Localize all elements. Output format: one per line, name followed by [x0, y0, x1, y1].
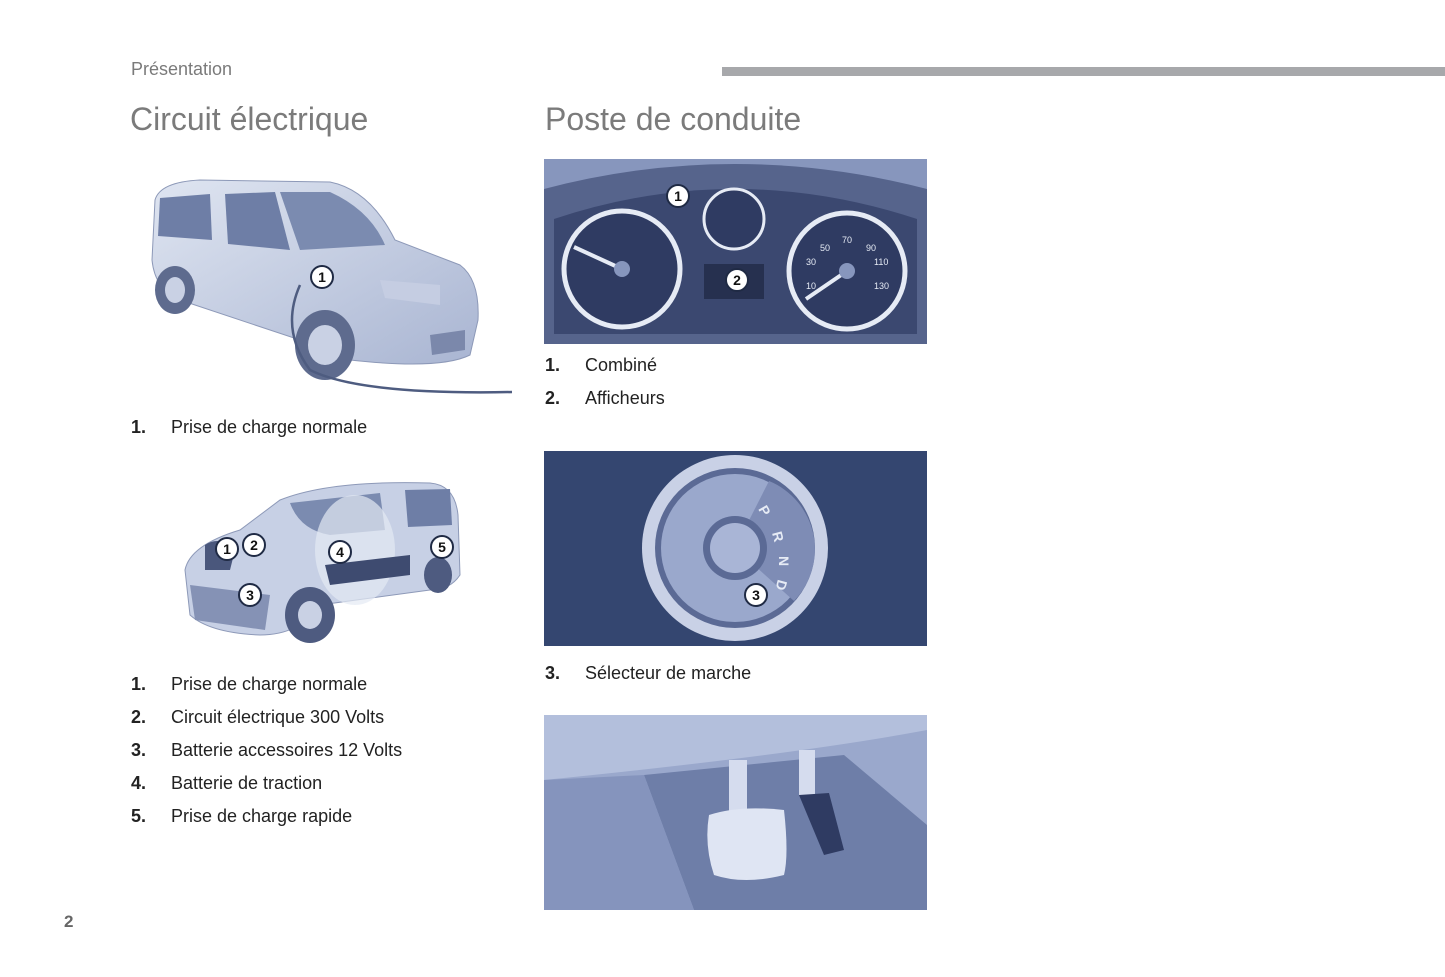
- item-label: Prise de charge normale: [171, 674, 368, 694]
- list-item: [131, 772, 402, 805]
- gear-selector-figure: [544, 451, 927, 646]
- callout-badge: 1: [215, 537, 239, 561]
- item-label: Afficheurs: [585, 388, 665, 408]
- item-number: 2.: [545, 388, 561, 408]
- list-item: [131, 805, 402, 838]
- svg-text:30: 30: [806, 257, 817, 267]
- gear-p: P: [755, 502, 774, 519]
- header-bar: [722, 67, 1445, 76]
- legend-list-circuit: [131, 673, 402, 838]
- list-item: [545, 662, 751, 695]
- legend-list-selector: [545, 662, 751, 695]
- legend-list-charging: [131, 416, 367, 449]
- item-label: Batterie accessoires 12 Volts: [171, 740, 403, 760]
- item-label: Prise de charge normale: [171, 417, 368, 437]
- svg-text:50: 50: [820, 243, 831, 253]
- callout-badge: 1: [666, 184, 690, 208]
- item-number: 5.: [131, 806, 147, 826]
- item-number: 2.: [131, 707, 147, 727]
- svg-text:90: 90: [866, 243, 877, 253]
- item-number: 1.: [131, 417, 147, 437]
- title-circuit-electrique: Circuit électrique: [130, 101, 369, 137]
- legend-list-cluster: [545, 354, 665, 420]
- pedals-figure: [544, 715, 927, 910]
- svg-text:D: D: [772, 578, 791, 593]
- list-item: [545, 387, 665, 420]
- title-poste-de-conduite: Poste de conduite: [545, 101, 802, 137]
- list-item: [131, 706, 402, 739]
- page-number: 2: [64, 912, 74, 931]
- item-number: 1.: [545, 355, 561, 375]
- item-label: Batterie de traction: [171, 773, 323, 793]
- item-label: Sélecteur de marche: [585, 663, 752, 683]
- van-cutaway-figure: [180, 475, 465, 645]
- callout-badge: 4: [328, 540, 352, 564]
- van-charging-figure: [140, 170, 515, 405]
- callout-badge: 1: [310, 265, 334, 289]
- list-item: [131, 673, 402, 706]
- item-number: 3.: [545, 663, 561, 683]
- svg-text:110: 110: [874, 257, 889, 267]
- callout-badge: 2: [725, 268, 749, 292]
- svg-text:10: 10: [806, 281, 817, 291]
- svg-text:R: R: [769, 529, 788, 544]
- item-label: Combiné: [585, 355, 658, 375]
- list-item: [545, 354, 665, 387]
- svg-text:N: N: [776, 556, 792, 567]
- list-item: [131, 739, 402, 772]
- item-label: Prise de charge rapide: [171, 806, 353, 826]
- list-item: [131, 416, 367, 449]
- callout-badge: 3: [238, 583, 262, 607]
- instrument-cluster-figure: [544, 159, 927, 344]
- svg-text:130: 130: [874, 281, 890, 291]
- item-number: 4.: [131, 773, 147, 793]
- callout-badge: 3: [744, 583, 768, 607]
- item-number: 3.: [131, 740, 147, 760]
- item-number: 1.: [131, 674, 147, 694]
- callout-badge: 5: [430, 535, 454, 559]
- svg-text:70: 70: [842, 235, 853, 245]
- section-label: Présentation: [131, 59, 233, 79]
- callout-badge: 2: [242, 533, 266, 557]
- item-label: Circuit électrique 300 Volts: [171, 707, 385, 727]
